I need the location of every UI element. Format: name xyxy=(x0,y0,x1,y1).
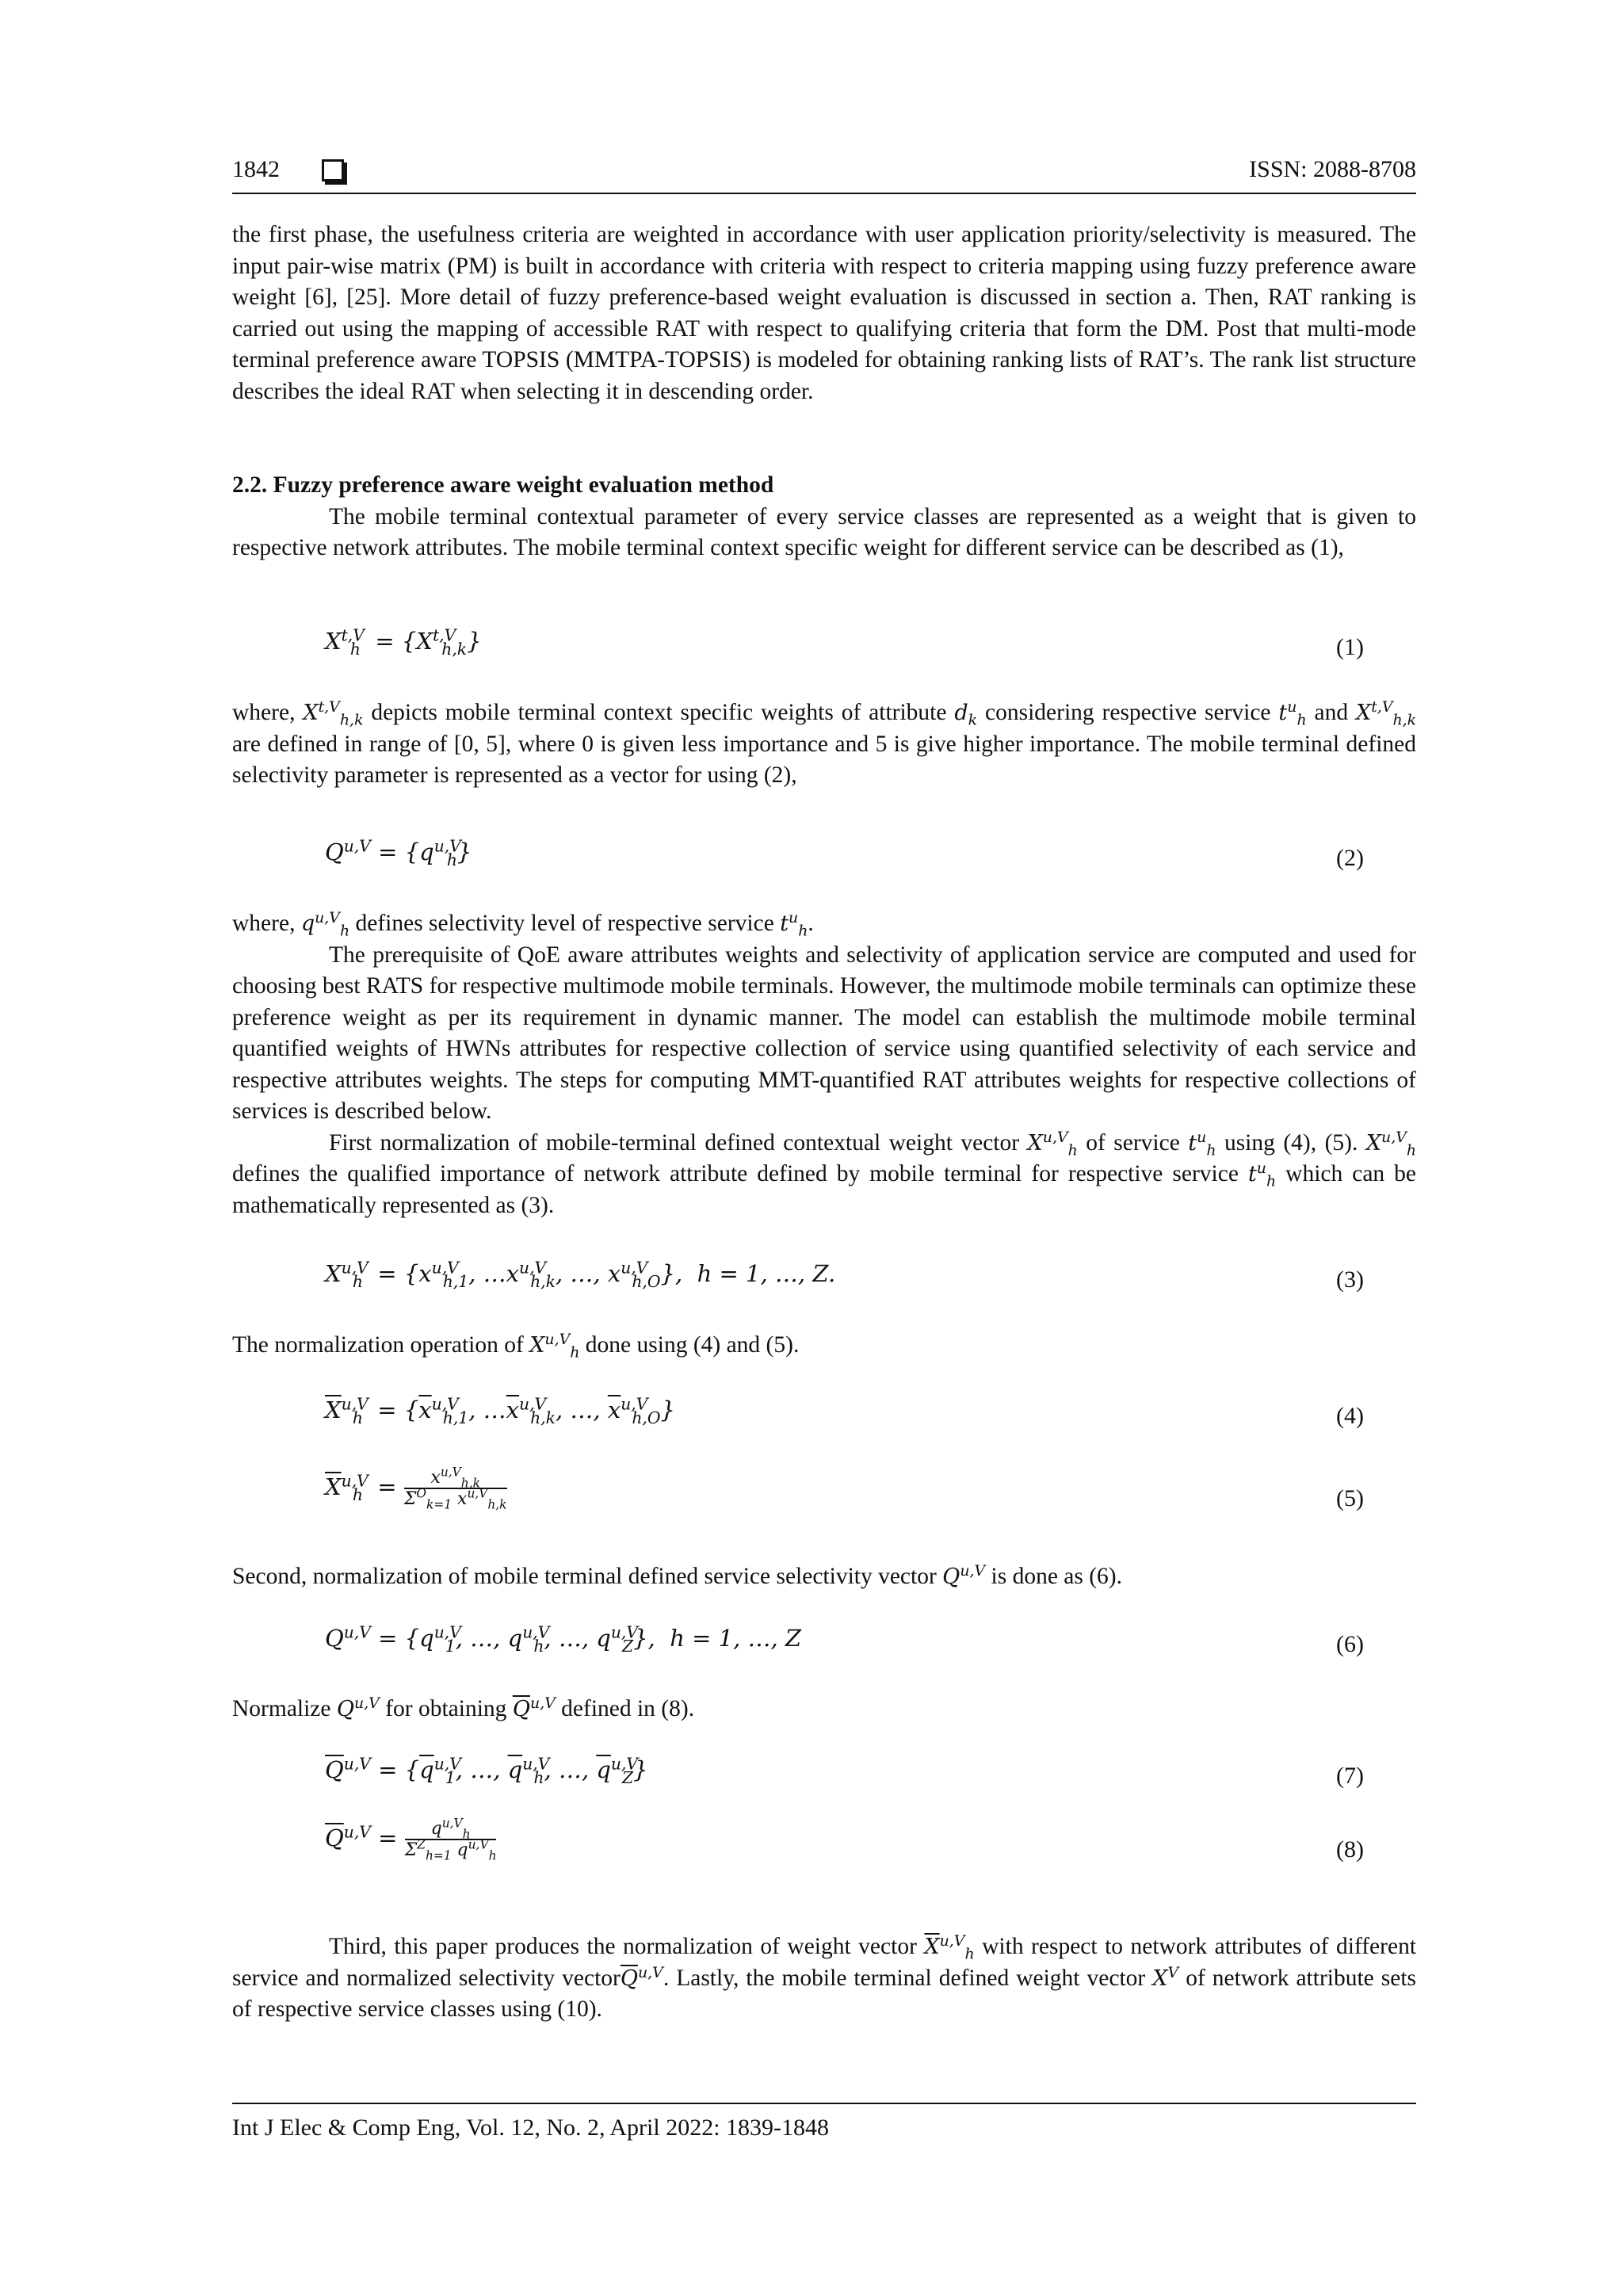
issn: ISSN: 2088-8708 xyxy=(1249,156,1416,182)
equation-1: $X^{t,V}_h = \{X^{t,V}_{h,k}\}$ (1) xyxy=(325,625,1364,660)
section-heading: 2.2. Fuzzy preference aware weight evaluation method xyxy=(232,472,774,498)
paragraph-2: The mobile terminal contextual parameter of every service classes are represented as a weight that is given to respective network attributes. The mobile terminal context specific weight for different service can be described as (1), xyxy=(232,503,1416,560)
equation-4: $\overline{X}^{u,V}_h = \{\overline{x}^{u,V}_{h,1}$, $\dots\overline{x}^{u,V}_{h,k}$, …, $\overline{x}^{u,V}_{h,O}$} (4) xyxy=(325,1394,1364,1429)
paragraph-3: where, $X^{t,V}_{h,k}$ depicts mobile terminal context specific weights of attribute $d_k$ considering respective service $t^u_h$ and $X^{t,V}_{h,k}$ are defined in range of [0, 5], where 0 is given less importance and 5 is give higher importance. The mobile terminal defined selectivity parameter is represented as a vector for using (2), xyxy=(232,698,1417,788)
paragraph-7: The normalization operation of $X^{u,V}_h$ done using (4) and (5). xyxy=(232,1331,800,1362)
square-bullet-icon xyxy=(322,159,344,181)
equation-6: $Q^{u,V} = \{q^{u,V}_1$, …, $q^{u,V}_h$, …, $q^{u,V}_Z$}, h = 1, …, Z (6) xyxy=(325,1622,1364,1657)
header-rule xyxy=(232,193,1416,194)
equation-8: $\overline{Q}^{u,V}$ = $\frac{q^{u,V}_h}{\Sigma^Z_{h=1} q^{u,V}_h}$ (8) xyxy=(325,1816,1364,1863)
paragraph-8: Second, normalization of mobile terminal defined service selectivity vector $Q^{u,V}$ is done as (6). xyxy=(232,1562,1123,1589)
footer-citation: Int J Elec & Comp Eng, Vol. 12, No. 2, April 2022: 1839-1848 xyxy=(232,2115,830,2141)
page-header xyxy=(232,156,1416,196)
equation-3: $X^{u,V}_h = \{x^{u,V}_{h,1}$, $\dots x^{u,V}_{h,k}$, …, $x^{u,V}_{h,O}$}, h = 1, …, Z. (3) xyxy=(325,1258,1364,1293)
paragraph-10: Third, this paper produces the normalization of weight vector $\overline{X}^{u,V}_h$ with respect to network attributes of different service and normalized selectivity $vector\overline{Q}^{u,V}$. Lastly, the mobile terminal defined weight vector $X^V$ of network attribute sets of respective service classes using (10). xyxy=(232,1932,1417,2022)
paragraph-1: the first phase, the usefulness criteria are weighted in accordance with user application priority/selectivity is measured. The input pair-wise matrix (PM) is built in accordance with criteria with respect to criteria mapping using fuzzy preference aware weight [6], [25]. More detail of fuzzy preference-based weight evaluation is discussed in section a. Then, RAT ranking is carried out using the mapping of accessible RAT with respect to qualifying criteria that form the DM. Post that multi-mode terminal preference aware TOPSIS (MMTPA-TOPSIS) is modeled for obtaining ranking lists of RAT’s. The rank list structure describes the ideal RAT when selecting it in descending order. xyxy=(232,222,1416,404)
equation-7: $\overline{Q}^{u,V} = \{\overline{q}^{u,V}_1$, …, $\overline{q}^{u,V}_h$, …, $\overline{q}^{u,V}_Z$} (7) xyxy=(325,1754,1364,1789)
paragraph-4: where, $q^{u,V}_h$ defines selectivity level of respective service $t^u_h$. The prerequisite of QoE aware attributes weights and selectivity of application service are computed and used for choosing best RATS for respective multimode mobile terminals. However, the multimode mobile terminals can optimize these preference weight as per its requirement in dynamic manner. The model can establish the multimode mobile terminal quantified weights of HWNs attributes for respective collection of service using quantified selectivity of each service and respective attributes weights. The steps for computing MMT-quantified RAT attributes weights for respective collections of services is described below. First normalization of mobile-terminal defined contextual weight vector $X^{u,V}_h$ of service $t^u_h$ using (4), (5). $X^{u,V}_h$ defines the qualified importance of network attribute defined by mobile terminal for respective service $t^u_h$ which can be mathematically represented as (3). xyxy=(232,908,1416,1221)
footer-rule xyxy=(232,2103,1416,2104)
paragraph-6: First normalization of mobile-terminal defined contextual weight vector $X^{u,V}_h$ of service $t^u_h$ using (4), (5). $X^{u,V}_h$ defines the qualified importance of network attribute defined by mobile terminal for respective service $t^u_h$ which can be mathematically represented as (3). xyxy=(232,1128,1417,1218)
equation-5: $\overline{X}^{u,V}_h$ = $\frac{x^{u,V}_{h,k}}{\Sigma^O_{k=1} x^{u,V}_{h,k}}$ (5) xyxy=(325,1465,1364,1512)
equation-2: $Q^{u,V} = \{q^{u,V}_h\}$ (2) xyxy=(325,836,1364,871)
paragraph-5: The prerequisite of QoE aware attributes weights and selectivity of application service are computed and used for choosing best RATS for respective multimode mobile terminals. However, the multimode mobile terminals can optimize these preference weight as per its requirement in dynamic manner. The model can establish the multimode mobile terminal quantified weights of HWNs attributes for respective collection of service using quantified selectivity of each service and respective attributes weights. The steps for computing MMT-quantified RAT attributes weights for respective collections of services is described below. xyxy=(232,942,1416,1124)
section-2-2 xyxy=(232,470,1416,564)
page-number: 1842 xyxy=(232,156,280,182)
paragraph-9: Normalize $Q^{u,V}$ for obtaining $\overline{Q}^{u,V}$ defined in (8). xyxy=(232,1694,695,1721)
